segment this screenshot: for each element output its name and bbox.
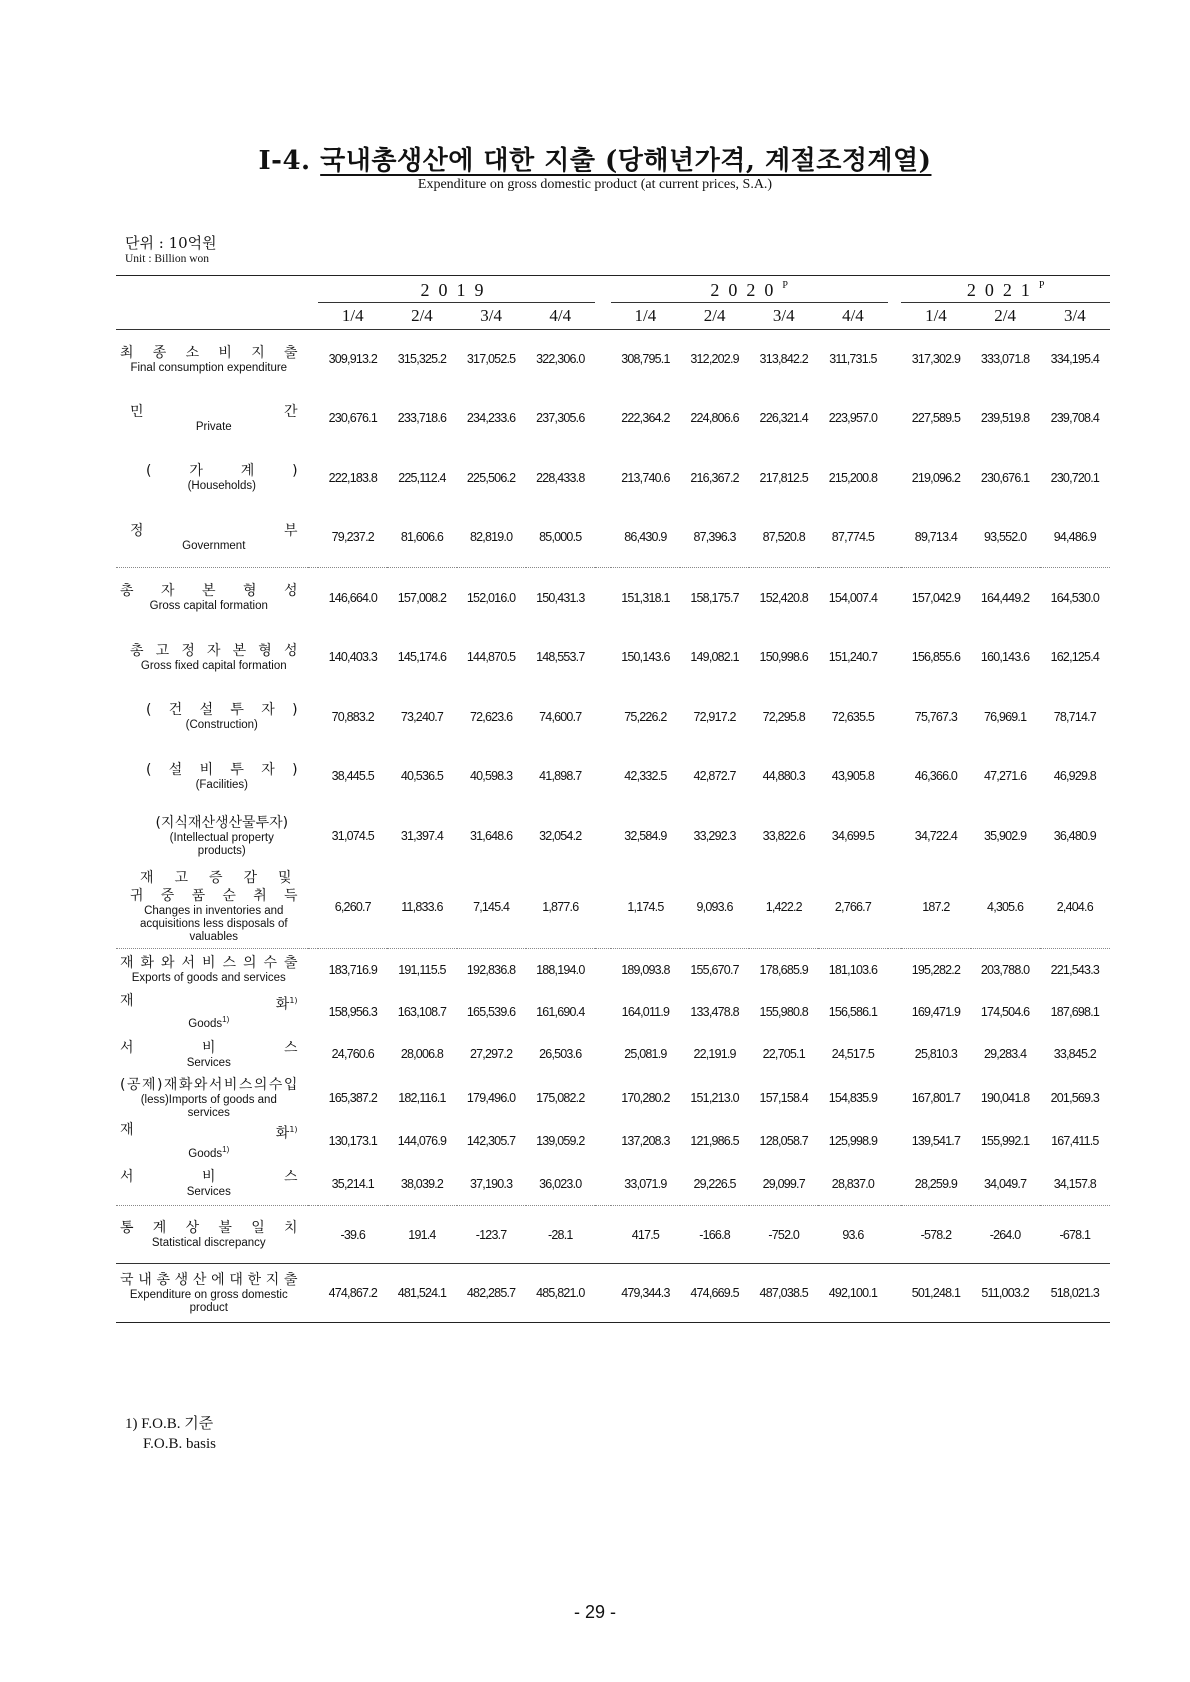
data-cell: 43,905.8 (831, 769, 875, 783)
data-cell: 28,837.0 (831, 1176, 875, 1191)
row-label-korean: ( 공 제 ) 재 화 와 서 비 스 의 수 입 (120, 1076, 298, 1093)
table-row (116, 991, 1110, 1033)
row-label-korean: ( 건 설 투 자 ) (146, 702, 298, 718)
data-cell: 169,471.9 (911, 1004, 961, 1019)
row-label (116, 330, 308, 389)
data-cell: 501,248.1 (901, 1264, 970, 1323)
row-label-korean: 민 간 (130, 403, 298, 420)
data-cell: 82,819.0 (469, 530, 513, 545)
data-cell: 25,810.3 (914, 1047, 958, 1061)
data-cell: 164,530.0 (1040, 568, 1110, 628)
data-cell: 155,980.8 (759, 1004, 808, 1019)
data-cell: 230,676.1 (980, 470, 1030, 485)
data-cell: 25,081.9 (624, 1047, 667, 1061)
data-cell: 150,143.6 (621, 650, 670, 664)
table-row (116, 1033, 1110, 1076)
data-cell: 142,305.7 (466, 1134, 516, 1148)
data-cell: 219,096.2 (911, 470, 961, 485)
table-row (116, 806, 1110, 866)
data-cell: 228,433.8 (536, 470, 585, 485)
row-label-korean: 총 고 정 자 본 형 성 (130, 642, 298, 659)
data-cell: 73,240.7 (400, 709, 444, 724)
data-cell: -264.0 (971, 1206, 1040, 1264)
data-cell: 191,115.5 (387, 949, 456, 991)
row-label (116, 1033, 308, 1076)
data-cell: 189,093.8 (611, 949, 680, 991)
data-cell: -752.0 (749, 1206, 818, 1264)
table-row (116, 448, 1110, 508)
data-cell: 28,006.8 (400, 1047, 444, 1061)
data-cell: 213,740.6 (621, 470, 670, 485)
row-label (116, 448, 308, 508)
data-cell: -123.7 (457, 1206, 526, 1264)
data-cell: 163,108.7 (397, 1004, 447, 1019)
data-cell: 222,364.2 (621, 411, 670, 425)
data-cell: 315,325.2 (397, 352, 447, 367)
row-label-korean: ( 가 계 ) (146, 463, 298, 479)
data-cell: 201,569.3 (1050, 1090, 1100, 1105)
quarter-header: 1/4 (611, 303, 680, 330)
data-cell: 38,039.2 (400, 1176, 444, 1191)
row-label-korean: 귀 중 품 순 취 득 (130, 888, 298, 905)
data-cell: 46,929.8 (1053, 769, 1096, 783)
data-cell: 46,366.0 (914, 769, 958, 783)
data-cell: 151,240.7 (828, 650, 878, 664)
data-cell: 234,233.6 (466, 411, 516, 425)
data-cell: 222,183.8 (328, 470, 377, 485)
row-label (116, 628, 308, 687)
data-cell: 309,913.2 (328, 352, 377, 367)
data-cell: 29,099.7 (762, 1176, 805, 1191)
table-row (116, 1120, 1110, 1163)
data-cell: 35,214.1 (331, 1176, 374, 1191)
year-header: $2021^P$ (901, 276, 1110, 303)
data-cell: 1,877.6 (542, 899, 579, 914)
data-cell: 230,720.1 (1050, 470, 1100, 485)
data-cell: 190,041.8 (980, 1090, 1030, 1105)
data-cell: 150,998.6 (759, 650, 808, 664)
row-label-english: Gross capital formation (149, 600, 268, 613)
row-label-korean: 재 화$^{1)}$ (120, 992, 298, 1013)
row-label (116, 866, 308, 949)
data-cell: 313,842.2 (759, 352, 808, 367)
data-cell: 487,038.5 (749, 1264, 818, 1323)
data-cell: 181,103.6 (818, 949, 887, 991)
data-cell: 511,003.2 (971, 1264, 1040, 1323)
data-cell: 125,998.9 (828, 1134, 878, 1148)
data-cell: 1,422.2 (765, 899, 802, 914)
data-cell: 317,052.5 (466, 352, 516, 367)
data-cell: 86,430.9 (624, 530, 667, 545)
data-cell: 191.4 (387, 1206, 456, 1264)
data-cell: 137,208.3 (621, 1134, 670, 1148)
row-label (116, 508, 308, 568)
data-cell: 93.6 (818, 1206, 887, 1264)
table-row (116, 687, 1110, 747)
row-label (116, 806, 308, 866)
row-label-english: Exports of goods and services (131, 972, 286, 985)
data-cell: 203,788.0 (971, 949, 1040, 991)
data-cell: 38,445.5 (331, 769, 374, 783)
data-cell: 44,880.3 (762, 769, 805, 783)
data-cell: 155,992.1 (980, 1134, 1030, 1148)
data-cell: -39.6 (318, 1206, 387, 1264)
data-cell: 41,898.7 (539, 769, 582, 783)
table-row (116, 1163, 1110, 1206)
data-cell: 182,116.1 (398, 1090, 446, 1105)
row-label-english: Goods$^{1)}$ (188, 1144, 230, 1160)
data-cell: 417.5 (611, 1206, 680, 1264)
row-label (116, 1163, 308, 1206)
data-cell: 170,280.2 (621, 1090, 670, 1105)
data-cell: 33,292.3 (693, 828, 736, 843)
data-cell: 308,795.1 (621, 352, 670, 367)
data-cell: 216,367.2 (690, 470, 739, 485)
data-cell: 187.2 (922, 899, 950, 914)
row-label (116, 389, 308, 448)
data-cell: 479,344.3 (611, 1264, 680, 1323)
row-label-korean: 서 비 스 (120, 1039, 298, 1056)
row-label-english: Gross fixed capital formation (140, 659, 287, 672)
data-cell: 227,589.5 (911, 411, 961, 425)
data-cell: 157,008.2 (387, 568, 456, 628)
data-cell: 34,157.8 (1053, 1176, 1096, 1191)
data-cell: 174,504.6 (980, 1004, 1030, 1019)
row-label-korean: 재 화$^{1)}$ (120, 1122, 298, 1142)
data-cell: 6,260.7 (334, 899, 371, 914)
data-cell: -166.8 (680, 1206, 749, 1264)
unit-korean: 단위 : 10억원 (125, 234, 217, 252)
row-label (116, 991, 308, 1033)
row-label (116, 1264, 308, 1323)
data-cell: 89,713.4 (914, 530, 958, 545)
data-cell: 164,449.2 (971, 568, 1040, 628)
data-cell: 225,112.4 (398, 470, 446, 485)
data-cell: 79,237.2 (331, 530, 374, 545)
data-cell: 24,517.5 (831, 1047, 875, 1061)
data-cell: 85,000.5 (539, 530, 582, 545)
data-cell: 35,902.9 (983, 828, 1027, 843)
row-label (116, 1120, 308, 1163)
row-label-korean: 재 고 증 감 및 (140, 870, 292, 887)
title-number: Ⅰ-4. (258, 146, 311, 176)
data-cell: 4,305.6 (987, 899, 1024, 914)
row-label-english: Services (186, 1186, 231, 1199)
data-cell: 2,766.7 (834, 899, 871, 914)
quarter-header: 1/4 (901, 303, 970, 330)
row-label-korean: 재 화 와 서 비 스 의 수 출 (120, 955, 298, 972)
data-cell: 33,822.6 (762, 828, 805, 843)
row-label-english: (Facilities) (195, 778, 248, 791)
row-label-korean: ( 설 비 투 자 ) (146, 761, 298, 778)
year-header: 2019 (318, 276, 595, 303)
data-cell: 87,774.5 (831, 530, 875, 545)
row-label-english: Services (186, 1056, 231, 1069)
data-cell: 317,302.9 (911, 352, 961, 367)
quarter-header: 3/4 (457, 303, 526, 330)
row-label-korean: 서 비 스 (120, 1169, 298, 1186)
data-cell: 72,635.5 (831, 709, 875, 724)
data-cell: 152,420.8 (749, 568, 818, 628)
data-cell: 34,049.7 (983, 1176, 1027, 1191)
quarter-header: 4/4 (526, 303, 595, 330)
row-label-english: (Intellectual property products) (169, 831, 274, 857)
row-label (116, 568, 308, 628)
row-label-english: (Households) (187, 480, 256, 492)
data-cell: 474,669.5 (680, 1264, 749, 1323)
data-cell: 518,021.3 (1040, 1264, 1110, 1323)
data-cell: 11,833.6 (401, 899, 443, 914)
data-cell: 481,524.1 (387, 1264, 456, 1323)
footnote-english: F.O.B. basis (143, 1436, 216, 1452)
page-number: - 29 - (573, 1602, 616, 1622)
data-cell: 31,397.4 (400, 828, 444, 843)
data-cell: 145,174.6 (397, 650, 447, 664)
data-cell: 74,600.7 (539, 709, 582, 724)
data-cell: 24,760.6 (331, 1047, 374, 1061)
data-cell: 165,387.2 (328, 1090, 377, 1105)
data-cell: 9,093.6 (696, 899, 733, 914)
row-label-korean: 최 종 소 비 지 출 (120, 344, 298, 361)
data-cell: 312,202.9 (690, 352, 739, 367)
data-cell: 121,986.5 (690, 1134, 739, 1148)
row-label-english: (Construction) (185, 719, 258, 731)
data-cell: 217,812.5 (759, 470, 808, 485)
data-cell: 133,478.8 (690, 1004, 739, 1019)
data-cell: 27,297.2 (469, 1047, 513, 1061)
data-cell: 33,845.2 (1053, 1047, 1096, 1061)
quarter-header: 2/4 (971, 303, 1040, 330)
data-cell: 81,606.6 (400, 530, 444, 545)
data-cell: 156,855.6 (911, 650, 961, 664)
data-cell: 311,731.5 (829, 352, 877, 367)
data-cell: 87,396.3 (693, 530, 736, 545)
data-cell: 223,957.0 (828, 411, 878, 425)
data-cell: -28.1 (526, 1206, 595, 1264)
quarter-header: 3/4 (749, 303, 818, 330)
data-cell: 161,690.4 (536, 1004, 585, 1019)
data-cell: 31,648.6 (469, 828, 513, 843)
table-row (116, 866, 1110, 949)
data-cell: 94,486.9 (1053, 530, 1096, 545)
data-cell: 36,480.9 (1053, 828, 1096, 843)
table-row (116, 747, 1110, 806)
data-cell: 33,071.9 (624, 1176, 667, 1191)
table-row (116, 1206, 1110, 1264)
data-cell: 156,586.1 (828, 1004, 878, 1019)
row-label (116, 949, 308, 991)
data-cell: 167,411.5 (1051, 1134, 1099, 1148)
data-cell: 165,539.6 (466, 1004, 516, 1019)
data-cell: 226,321.4 (759, 411, 808, 425)
data-cell: 160,143.6 (980, 650, 1030, 664)
data-cell: 34,722.4 (914, 828, 958, 843)
data-cell: 7,145.4 (473, 899, 510, 914)
quarter-header: 4/4 (818, 303, 887, 330)
row-label-korean: 정 부 (130, 522, 298, 539)
row-label-english: Government (182, 539, 246, 552)
data-cell: 224,806.6 (690, 411, 739, 425)
data-cell: 31,074.5 (331, 828, 374, 843)
row-label (116, 687, 308, 747)
row-label-korean: 총 자 본 형 성 (120, 583, 298, 600)
data-cell: 152,016.0 (457, 568, 526, 628)
data-cell: 192,836.8 (457, 949, 526, 991)
table-row (116, 949, 1110, 991)
row-label-english: Expenditure on gross domestic product (129, 1289, 288, 1314)
data-cell: 179,496.0 (466, 1090, 516, 1105)
data-cell: 155,670.7 (680, 949, 749, 991)
row-label-korean: 통 계 상 불 일 치 (120, 1220, 298, 1236)
data-cell: 157,042.9 (901, 568, 970, 628)
data-cell: 167,801.7 (911, 1090, 961, 1105)
data-cell: 474,867.2 (318, 1264, 387, 1323)
data-cell: 230,676.1 (328, 411, 377, 425)
gdp-expenditure-table (116, 275, 1110, 1323)
data-cell: 40,536.5 (400, 769, 444, 783)
table-row (116, 330, 1110, 389)
data-cell: 140,403.3 (328, 650, 377, 664)
table-row (116, 568, 1110, 628)
data-cell: 76,969.1 (983, 709, 1027, 724)
data-cell: 151,318.1 (611, 568, 680, 628)
data-cell: 139,541.7 (911, 1134, 961, 1148)
data-cell: 87,520.8 (762, 530, 805, 545)
data-cell: -578.2 (901, 1206, 970, 1264)
data-cell: 144,076.9 (397, 1134, 447, 1148)
data-cell: 42,332.5 (624, 769, 667, 783)
data-cell: 32,584.9 (624, 828, 667, 843)
data-cell: 322,306.0 (536, 352, 585, 367)
data-cell: 151,213.0 (690, 1090, 739, 1105)
row-label-korean: 국 내 총 생 산 에 대 한 지 출 (120, 1272, 298, 1288)
data-cell: 237,305.6 (536, 411, 585, 425)
table-row (116, 628, 1110, 687)
data-cell: 29,226.5 (693, 1176, 736, 1191)
data-cell: 22,191.9 (693, 1047, 736, 1061)
data-cell: 183,716.9 (318, 949, 387, 991)
data-cell: 72,295.8 (762, 709, 805, 724)
data-cell: 34,699.5 (831, 828, 875, 843)
row-label-korean: (지식재산생산물투자) (155, 814, 289, 831)
data-cell: 70,883.2 (331, 709, 374, 724)
data-cell: 32,054.2 (539, 828, 582, 843)
data-cell: 215,200.8 (828, 470, 878, 485)
data-cell: 239,519.8 (980, 411, 1030, 425)
data-cell: 29,283.4 (983, 1047, 1027, 1061)
data-cell: 36,023.0 (539, 1176, 582, 1191)
data-cell: 162,125.4 (1050, 650, 1100, 664)
data-cell: 158,175.7 (680, 568, 749, 628)
data-cell: 334,195.4 (1050, 352, 1100, 367)
data-cell: 75,767.3 (914, 709, 958, 724)
quarter-header: 3/4 (1040, 303, 1110, 330)
data-cell: 42,872.7 (693, 769, 736, 783)
data-cell: 178,685.9 (749, 949, 818, 991)
data-cell: 146,664.0 (318, 568, 387, 628)
data-cell: 28,259.9 (914, 1176, 958, 1191)
data-cell: 175,082.2 (536, 1090, 585, 1105)
unit-english: Unit : Billion won (125, 253, 210, 265)
quarter-header-row (116, 303, 1110, 330)
data-cell: 154,007.4 (818, 568, 887, 628)
data-cell: 128,058.7 (759, 1134, 808, 1148)
data-cell: 72,623.6 (469, 709, 513, 724)
data-cell: 188,194.0 (526, 949, 595, 991)
data-cell: 154,835.9 (828, 1090, 878, 1105)
data-cell: 164,011.9 (621, 1004, 670, 1019)
row-label (116, 747, 308, 806)
title-korean: 국내총생산에 대한 지출 (당해년가격, 계절조정계열) (320, 146, 932, 176)
title-english: Expenditure on gross domestic product (at current prices, S.A.) (417, 177, 773, 192)
data-cell: 78,714.7 (1053, 709, 1096, 724)
table-row (116, 1076, 1110, 1120)
footnote: 1) F.O.B. 기준 (125, 1416, 214, 1432)
quarter-header: 1/4 (318, 303, 387, 330)
data-cell: 93,552.0 (983, 530, 1027, 545)
data-cell: 130,173.1 (328, 1134, 377, 1148)
data-cell: 40,598.3 (469, 769, 513, 783)
data-cell: 158,956.3 (328, 1004, 377, 1019)
data-cell: 1,174.5 (627, 899, 664, 914)
data-cell: 72,917.2 (693, 709, 736, 724)
row-label-english: Final consumption expenditure (130, 361, 288, 374)
data-cell: 22,705.1 (762, 1047, 805, 1061)
quarter-header: 2/4 (680, 303, 749, 330)
data-cell: -678.1 (1040, 1206, 1110, 1264)
data-cell: 150,431.3 (526, 568, 595, 628)
data-cell: 144,870.5 (466, 650, 516, 664)
data-cell: 195,282.2 (901, 949, 970, 991)
data-cell: 239,708.4 (1050, 411, 1100, 425)
table-row (116, 508, 1110, 568)
row-label-english: Private (195, 420, 232, 433)
data-cell: 482,285.7 (457, 1264, 526, 1323)
data-cell: 157,158.4 (759, 1090, 808, 1105)
year-header: $2020^P$ (611, 276, 888, 303)
data-cell: 233,718.6 (397, 411, 447, 425)
data-cell: 37,190.3 (469, 1176, 513, 1191)
data-cell: 2,404.6 (1056, 899, 1093, 914)
row-label-english: Statistical discrepancy (151, 1237, 266, 1249)
year-header-row (116, 276, 1110, 303)
quarter-header: 2/4 (387, 303, 456, 330)
page-title (0, 140, 1190, 177)
data-cell: 139,059.2 (536, 1134, 585, 1148)
row-label-english: Changes in inventories and acquisitions less disposals of valuables (139, 905, 288, 944)
data-cell: 225,506.2 (466, 470, 516, 485)
data-cell: 47,271.6 (983, 769, 1027, 783)
row-label-english: (less)Imports of goods and services (140, 1093, 277, 1119)
data-cell: 485,821.0 (526, 1264, 595, 1323)
data-cell: 75,226.2 (624, 709, 667, 724)
data-cell: 26,503.6 (539, 1047, 582, 1061)
data-cell: 187,698.1 (1050, 1004, 1100, 1019)
row-label (116, 1206, 308, 1264)
data-cell: 492,100.1 (818, 1264, 887, 1323)
row-label (116, 1076, 308, 1120)
data-cell: 148,553.7 (536, 650, 585, 664)
data-cell: 221,543.3 (1040, 949, 1110, 991)
table-row (116, 389, 1110, 448)
row-label-english: Goods$^{1)}$ (188, 1015, 230, 1031)
data-cell: 149,082.1 (690, 650, 739, 664)
data-cell: 333,071.8 (980, 352, 1030, 367)
table-row (116, 1264, 1110, 1323)
